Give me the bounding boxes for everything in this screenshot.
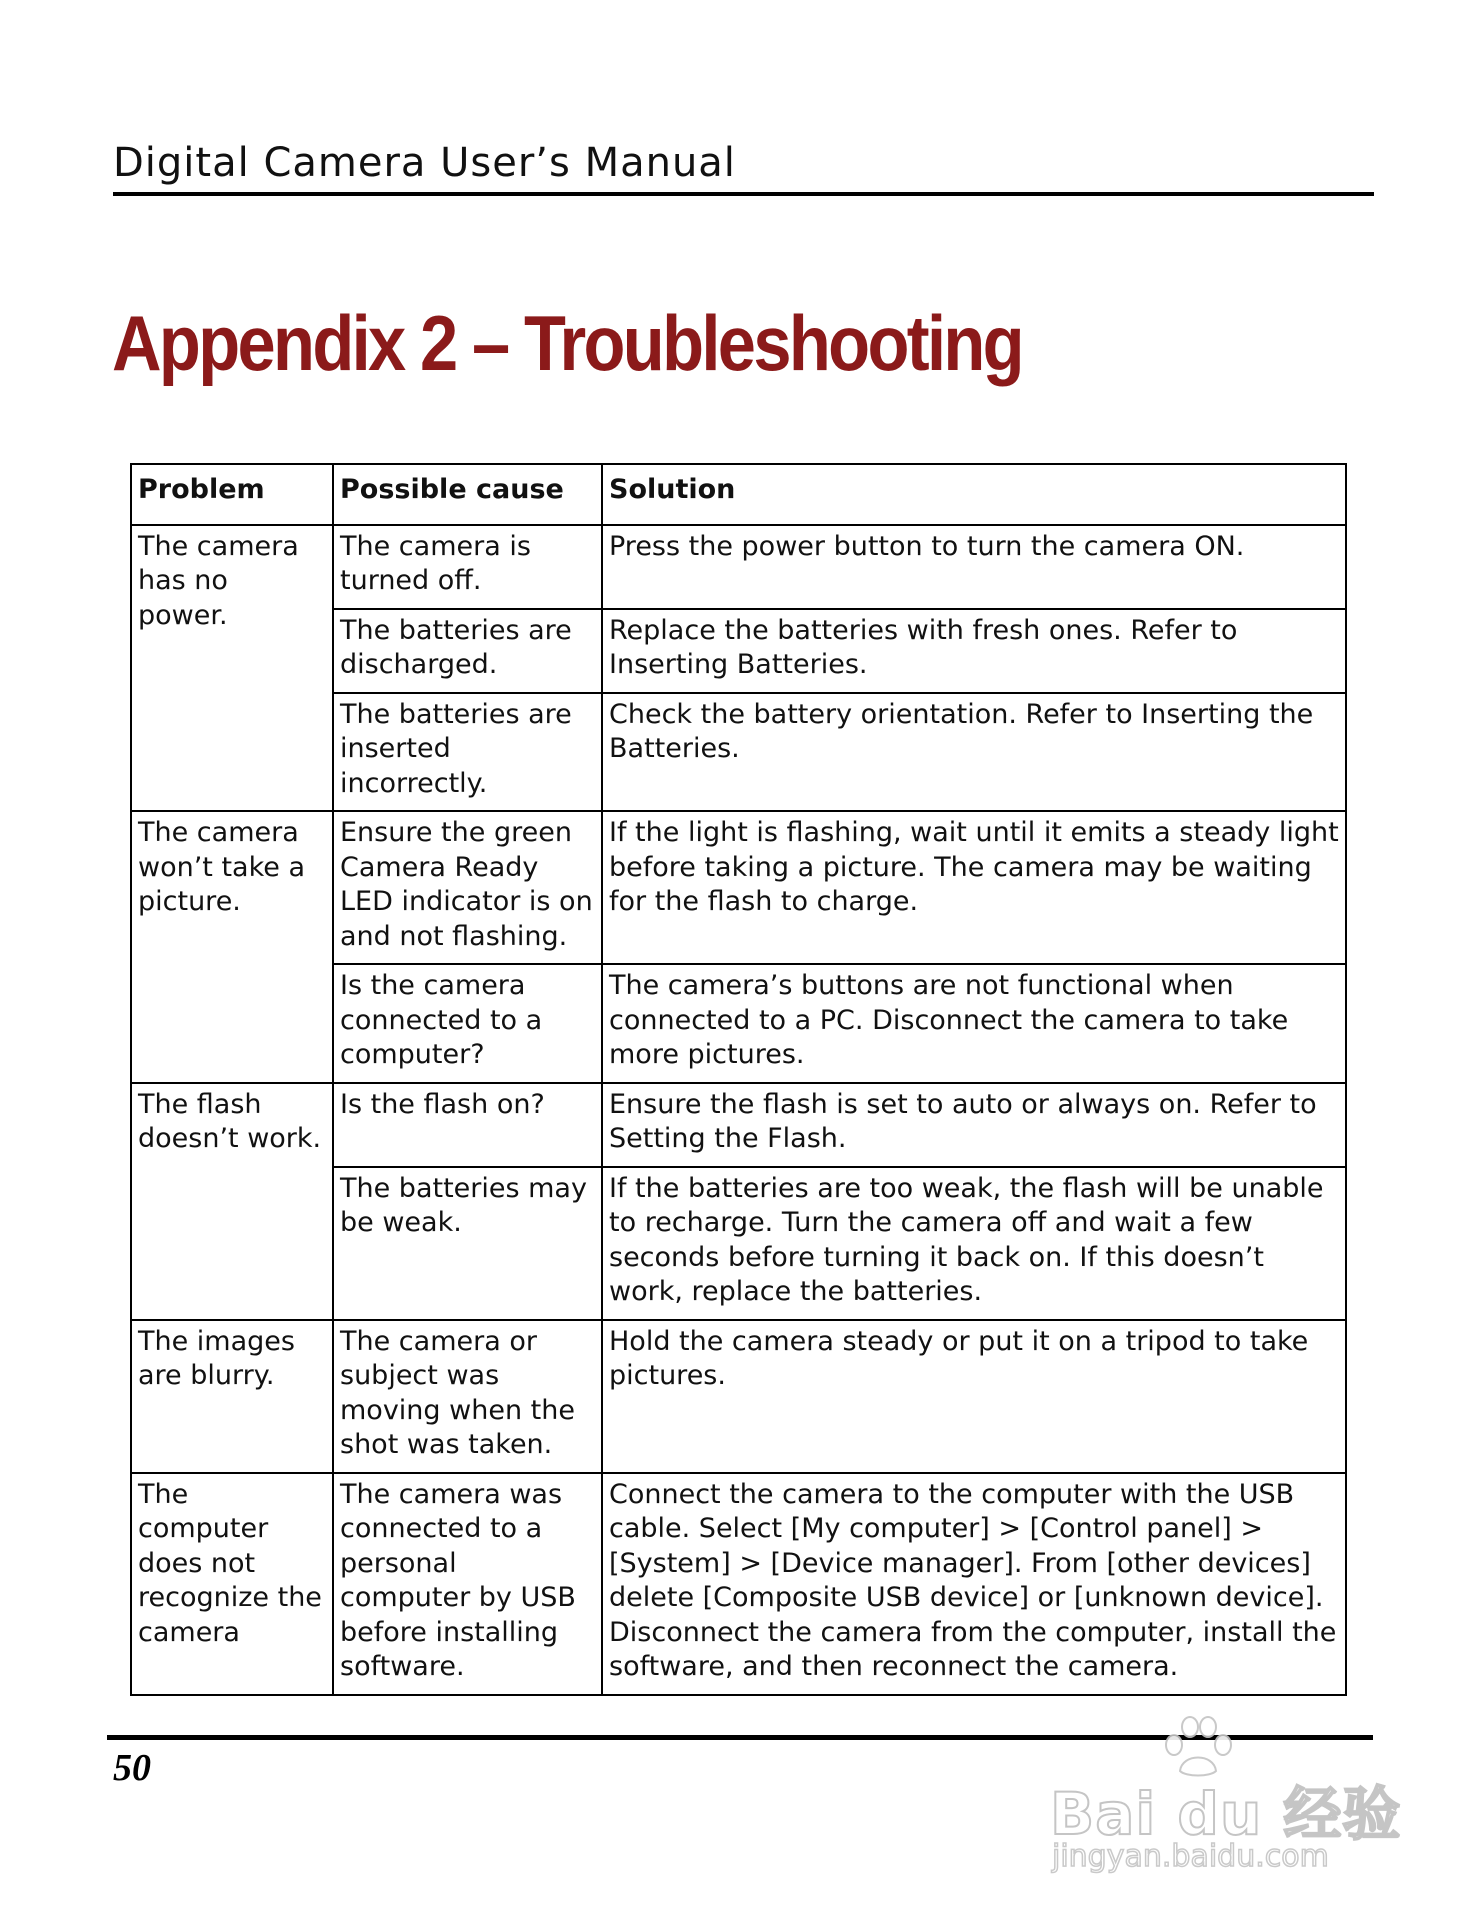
solution-cell: Ensure the flash is set to auto or always on. Refer to Setting the Flash. [602, 1083, 1346, 1167]
solution-cell: Hold the camera steady or put it on a tripod to take pictures. [602, 1320, 1346, 1473]
solution-cell: If the light is flashing, wait until it emits a steady light before taking a picture. The camera may be waiting for the flash to charge. [602, 811, 1346, 964]
troubleshooting-table [130, 463, 1347, 1696]
solution-cell: Replace the batteries with fresh ones. Refer to Inserting Batteries. [602, 609, 1346, 693]
cause-cell: Is the camera connected to a computer? [333, 964, 602, 1083]
header-solution: Solution [602, 464, 1346, 525]
table-row [131, 1473, 1346, 1695]
solution-cell: Press the power button to turn the camera ON. [602, 525, 1346, 609]
header-cause: Possible cause [333, 464, 602, 525]
watermark-brand: Bai du 经验 [1050, 1780, 1402, 1848]
problem-cell: The camera won’t take a picture. [131, 811, 333, 1083]
watermark-url: jingyan.baidu.com [1052, 1839, 1329, 1874]
solution-cell: Connect the camera to the computer with the USB cable. Select [My computer] > [Control panel] > [System] > [Device manager]. From [other devices] delete [Composite USB device] or [unknown device]. Disconnect the camera from the computer, install the software, and then reconnect the camera. [602, 1473, 1346, 1695]
page-number: 50 [113, 1747, 151, 1789]
cause-cell: The batteries are discharged. [333, 609, 602, 693]
header-problem: Problem [131, 464, 333, 525]
baidu-watermark [1040, 1705, 1400, 1885]
problem-cell: The camera has no power. [131, 525, 333, 812]
table-row [131, 525, 1346, 609]
problem-cell: The computer does not recognize the camera [131, 1473, 333, 1695]
cause-cell: The batteries are inserted incorrectly. [333, 693, 602, 812]
solution-cell: Check the battery orientation. Refer to Inserting the Batteries. [602, 693, 1346, 812]
table-row [131, 1083, 1346, 1167]
cause-cell: The camera is turned off. [333, 525, 602, 609]
problem-cell: The images are blurry. [131, 1320, 333, 1473]
solution-cell: If the batteries are too weak, the flash will be unable to recharge. Turn the camera off and wait a few seconds before turning it back on. If this doesn’t work, replace the batteries. [602, 1167, 1346, 1320]
cause-cell: The camera was connected to a personal computer by USB before installing software. [333, 1473, 602, 1695]
header-rule [113, 192, 1374, 196]
cause-cell: Is the flash on? [333, 1083, 602, 1167]
cause-cell: Ensure the green Camera Ready LED indicator is on and not flashing. [333, 811, 602, 964]
table-row [131, 1320, 1346, 1473]
table-header-row [131, 464, 1346, 525]
manual-title: Digital Camera User’s Manual [113, 140, 736, 186]
problem-cell: The flash doesn’t work. [131, 1083, 333, 1320]
table-row [131, 811, 1346, 964]
solution-cell: The camera’s buttons are not functional when connected to a PC. Disconnect the camera to take more pictures. [602, 964, 1346, 1083]
cause-cell: The batteries may be weak. [333, 1167, 602, 1320]
page-title: Appendix 2 – Troubleshooting [112, 299, 1022, 387]
cause-cell: The camera or subject was moving when the shot was taken. [333, 1320, 602, 1473]
